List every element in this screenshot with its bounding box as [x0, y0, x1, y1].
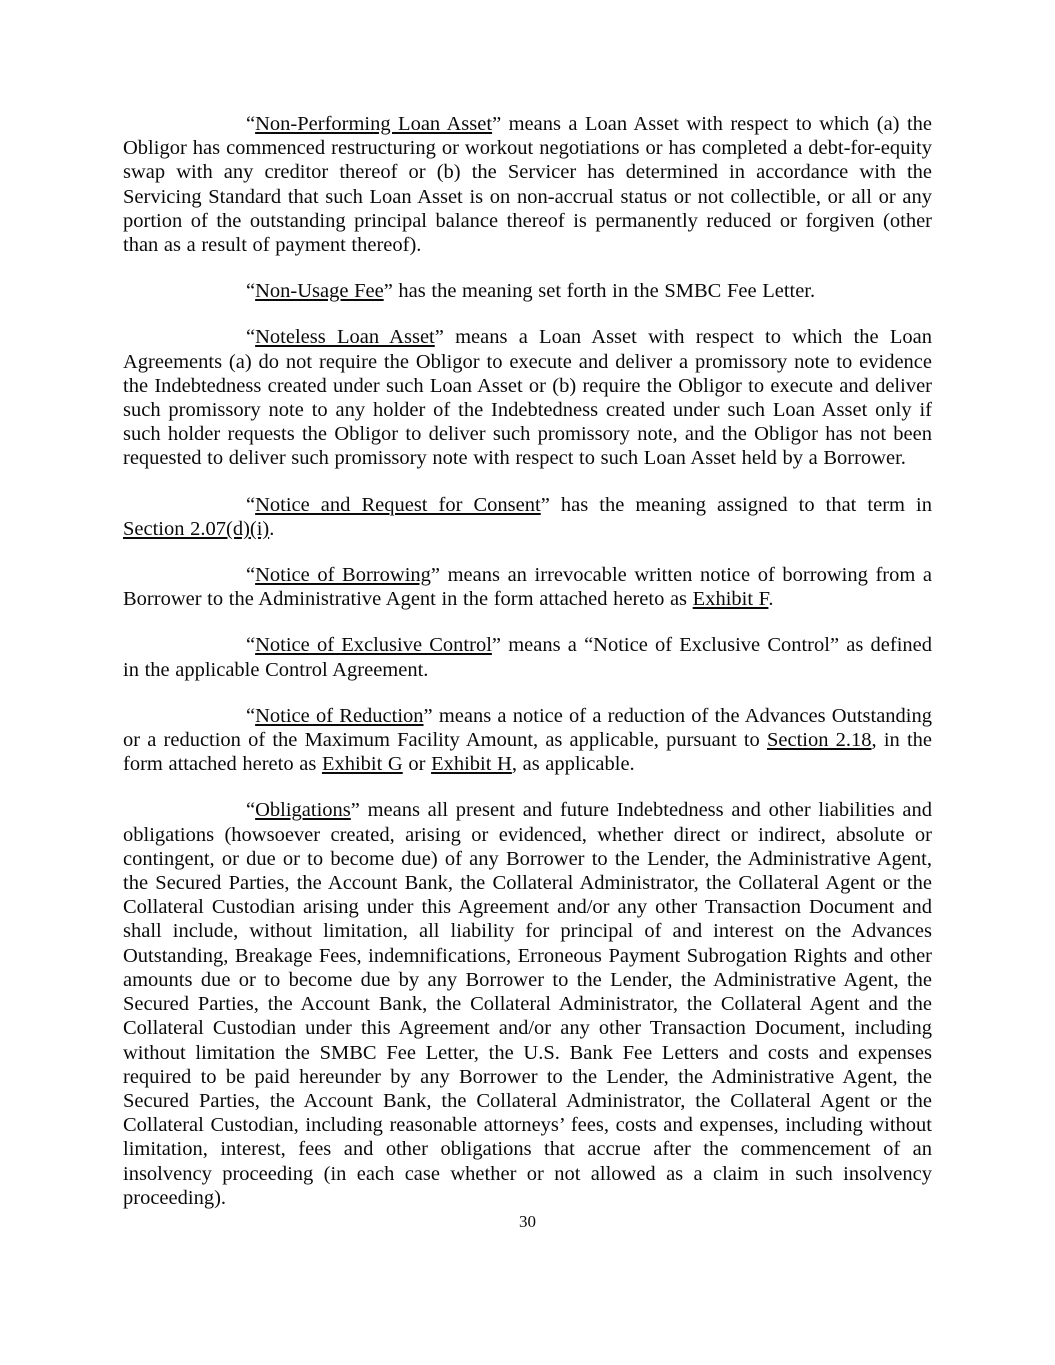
- paragraph-text: “: [246, 326, 256, 349]
- paragraph: [123, 493, 932, 541]
- paragraph: [123, 279, 932, 303]
- paragraph: [123, 112, 932, 257]
- paragraph-text: ” means a notice of a reduction of the Advances Outstanding or a reduction of the Maximum Facility Amount, as applicable, pursuant to: [123, 704, 932, 752]
- defined-term: Notice of Reduction: [255, 704, 424, 727]
- paragraph-text: .: [768, 588, 774, 611]
- defined-term: Exhibit F: [692, 588, 769, 611]
- paragraph-text: “: [246, 113, 256, 135]
- document-body: [123, 112, 932, 1210]
- paragraph-text: ” has the meaning assigned to that term in: [540, 493, 933, 516]
- defined-term: Noteless Loan Asset: [255, 326, 435, 349]
- paragraph-text: or: [402, 753, 432, 776]
- paragraph: [123, 798, 932, 1209]
- paragraph-text: ” means a “Notice of Exclusive Control” as defined in the applicable Control Agreement.: [123, 634, 932, 681]
- paragraph-text: “: [246, 280, 256, 303]
- defined-term: Non-Performing Loan Asset: [255, 113, 493, 135]
- paragraph-text: , as applicable.: [511, 753, 635, 776]
- paragraph-text: “: [246, 564, 256, 587]
- paragraph-text: ” has the meaning set forth in the SMBC Fee Letter.: [383, 280, 816, 303]
- paragraph-text: “: [246, 493, 256, 516]
- defined-term: Notice of Exclusive Control: [255, 634, 492, 657]
- defined-term: Obligations: [255, 799, 351, 822]
- defined-term: Non-Usage Fee: [255, 280, 384, 303]
- defined-term: Exhibit G: [321, 753, 403, 776]
- paragraph-text: ” means a Loan Asset with respect to which the Loan Agreements (a) do not require the Obligor to execute and deliver a promissory note to evidence the Indebtedness created under such Loan Asset or (b) require the Obligor to execute and deliver such promissory note to any holder of the Indebtedness created under such Loan Asset only if such holder requests the Obligor to deliver such promissory note, and the Obligor has not been requested to deliver such promissory note with respect to such Loan Asset held by a Borrower.: [123, 326, 932, 470]
- paragraph: [123, 633, 932, 681]
- paragraph-text: , in the form attached hereto as: [123, 729, 932, 776]
- page-number: 30: [519, 1212, 536, 1231]
- defined-term: Section 2.18: [766, 729, 872, 752]
- defined-term: Notice and Request for Consent: [255, 493, 541, 516]
- paragraph-text: “: [246, 634, 256, 657]
- paragraph-text: .: [269, 517, 275, 540]
- page-footer: [0, 1212, 1055, 1232]
- defined-term: Exhibit H: [431, 753, 512, 776]
- paragraph-text: ” means all present and future Indebtedness and other liabilities and obligations (howsoever created, arising or evidenced, whether direct or indirect, absolute or contingent, or due or to become due) of any Borrower to the Lender, the Administrative Agent, the Secured Parties, the Account Bank, the Collateral Administrator, the Collateral Agent or the Collateral Custodian arising under this Agreement and/or any other Transaction Document and shall include, without limitation, all liability for principal of and interest on the Advances Outstanding, Breakage Fees, indemnifications, Erroneous Payment Subrogation Rights and other amounts due or to become due by any Borrower to the Lender, the Administrative Agent, the Secured Parties, the Account Bank, the Collateral Administrator, the Collateral Agent and the Collateral Custodian under this Agreement and/or any other Transaction Document, including without limitation the SMBC Fee Letter, the U.S. Bank Fee Letters and costs and expenses required to be paid hereunder by any Borrower to the Lender, the Administrative Agent, the Secured Parties, the Account Bank, the Collateral Administrator, the Collateral Agent or the Collateral Custodian, including reasonable attorneys’ fees, costs and expenses, including without limitation, interest, fees and other obligations that accrue after the commencement of an insolvency proceeding (in each case whether or not allowed as a claim in such insolvency proceeding).: [123, 799, 932, 1209]
- paragraph: [123, 704, 932, 777]
- paragraph: [123, 563, 932, 611]
- paragraph: [123, 325, 932, 470]
- defined-term: Notice of Borrowing: [255, 564, 431, 587]
- paragraph-text: “: [246, 704, 256, 727]
- defined-term: Section 2.07(d)(i): [123, 517, 270, 540]
- paragraph-text: “: [246, 799, 256, 822]
- paragraph-text: ” means a Loan Asset with respect to which (a) the Obligor has commenced restructuring or workout negotiations or has completed a debt-for-equity swap with any creditor thereof or (b) the Servicer has determined in accordance with the Servicing Standard that such Loan Asset is on non-accrual status or not collectible, or all or any portion of the outstanding principal balance thereof is permanently reduced or forgiven (other than as a result of payment thereof).: [123, 113, 933, 257]
- paragraph-text: ” means an irrevocable written notice of borrowing from a Borrower to the Administrative Agent in the form attached hereto as: [123, 564, 933, 611]
